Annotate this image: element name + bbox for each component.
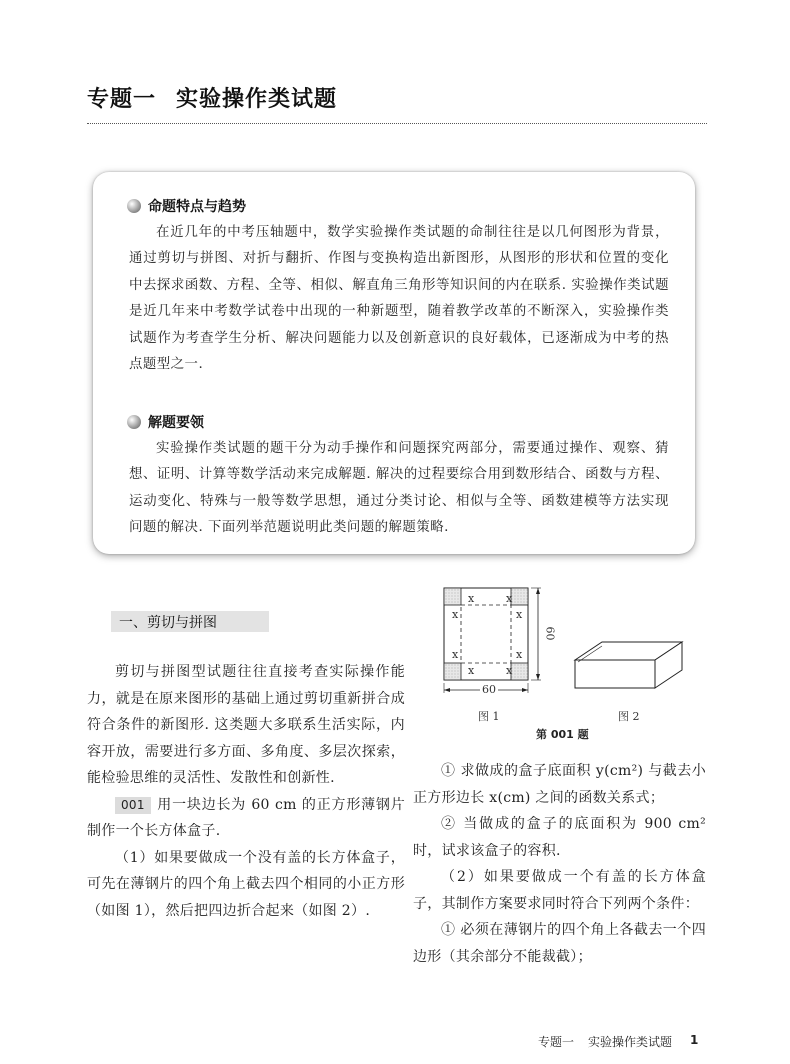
corner-square	[511, 663, 528, 680]
x-label: x	[506, 664, 513, 677]
sec2-title: 解题要领	[148, 415, 204, 431]
title-topic: 专题一	[87, 87, 157, 112]
problem-text: 用一块边长为 60 cm 的正方形薄钢片制作一个长方体盒子.	[87, 796, 405, 839]
fig1-label: 图 1	[478, 710, 500, 723]
corner-square	[444, 663, 461, 680]
x-label: x	[468, 664, 475, 677]
problem-number: 001	[115, 797, 151, 814]
x-label: x	[516, 608, 523, 621]
intro-paragraph: 剪切与拼图型试题往往直接考查实际操作能力，就是在原来图形的基础上通过剪切重新拼合成符合条件的新图形. 这类题大多联系生活实际，内容开放，需要进行多方面、多角度、多层次探索，能检验思维的灵活性、发散性和创新性.	[87, 664, 405, 786]
x-label: x	[516, 648, 523, 661]
question-2: （2）如果要做成一个有盖的长方体盒子，其制作方案要求同时符合下列两个条件：	[413, 869, 706, 912]
left-column	[87, 659, 405, 924]
sec2-heading	[127, 412, 204, 432]
sec1-text: 在近几年的中考压轴题中，数学实验操作类试题的命制往往是以几何图形为背景，通过剪切与拼图、对折与翻折、作图与变换构造出新图形，从图形的形状和位置的变化中去探求函数、方程、全等、相似、解直角三角形等知识间的内在联系. 实验操作类试题是近几年来中考数学试卷中出现的一种新题型，随着教学改革的不断深入，实验操作类试题作为考查学生分析、解决问题能力以及创新意识的良好载体，已逐渐成为中考的热点题型之一.	[129, 225, 669, 373]
section-label: 一、剪切与拼图	[119, 615, 217, 631]
problem-figure	[430, 580, 700, 740]
dim-right: 60	[543, 626, 557, 641]
title-divider	[87, 123, 707, 124]
bullet-icon	[127, 199, 141, 213]
footer-title: 实验操作类试题	[588, 1035, 673, 1049]
section-heading	[111, 611, 269, 632]
problem-statement	[87, 792, 405, 845]
bullet-icon	[127, 415, 141, 429]
page-number: 1	[690, 1033, 699, 1047]
corner-square	[444, 588, 461, 605]
sec1-heading	[127, 196, 246, 216]
question-1b: ② 当做成的盒子的底面积为 900 cm² 时，试求该盒子的容积.	[413, 816, 706, 859]
x-label: x	[506, 592, 513, 605]
part1-text: （1）如果要做成一个没有盖的长方体盒子，可先在薄钢片的四个角上截去四个相同的小正方形（如图 1），然后把四边折合起来（如图 2）.	[87, 849, 405, 919]
page-footer	[538, 1033, 698, 1050]
sec1-title: 命题特点与趋势	[148, 199, 246, 215]
dim-bottom: 60	[482, 683, 496, 696]
footer-topic: 专题一	[538, 1035, 575, 1049]
intro-box	[93, 172, 695, 554]
x-label: x	[452, 608, 459, 621]
figure-caption: 第 001 题	[536, 728, 589, 741]
question-2a: ① 必须在薄钢片的四个角上各截去一个四边形（其余部分不能裁截）；	[413, 922, 706, 965]
x-label: x	[468, 592, 475, 605]
x-label: x	[452, 648, 459, 661]
corner-square	[511, 588, 528, 605]
right-column	[413, 758, 706, 970]
title-text: 实验操作类试题	[176, 87, 338, 112]
sec2-text: 实验操作类试题的题干分为动手操作和问题探究两部分，需要通过操作、观察、猜想、证明、计算等数学活动来完成解题. 解决的过程要综合用到数形结合、函数与方程、运动变化、特殊与一般等数学思想，通过分类讨论、相似与全等、函数建模等方法实现问题的解决. 下面列举范题说明此类问题的解题策略.	[129, 441, 669, 536]
question-1a: ① 求做成的盒子底面积 y(cm²) 与截去小正方形边长 x(cm) 之间的函数关系式；	[413, 763, 706, 806]
fig2-label: 图 2	[618, 710, 640, 723]
fold-lines	[461, 605, 511, 663]
page-title	[87, 82, 337, 113]
